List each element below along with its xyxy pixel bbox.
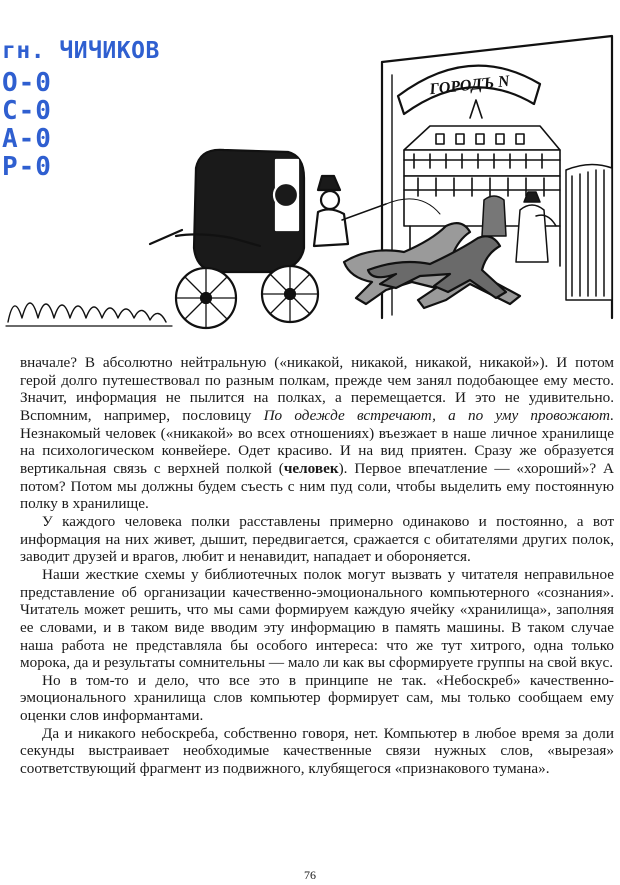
paragraph-3: Наши жесткие схемы у библиотечных полок могут вызвать у читателя неправильное представление об организации качественно-эмоционального компьютерного «сознания». Читатель может решить, что мы сами формируем каждую ячейку «хранилища», заполняя ее словами, и в таком виде вводим эту информацию в память машины. В таком случае наша работа не представляла бы особого интереса: что же тут хитрого, одна только морока, да и результаты сомнительны — мало ли как вы сформируете группы на свой вкус. (20, 565, 614, 672)
paragraph-1-part-e: ). Первое впечатление — «хороший»? А потом? Потом мы должны будем съесть с ним пуд соли, чтобы выделить ему постоянную полку в хранилище. (20, 459, 614, 513)
paragraph-1-part-c: Незнакомый человек («никакой» во всех отношениях) въезжает в наше личное хранилище на психологическом конвейере. Одет красиво. И на вид приятен. Сразу же образуется вертикальная связь с верхней полкой ( (20, 424, 614, 477)
keyword-chelovek: человек (283, 459, 339, 477)
note-title: гн. ЧИЧИКОВ (2, 38, 160, 64)
note-score-a: А-0 (2, 124, 52, 154)
chichikov-score-note (2, 40, 160, 180)
paragraph-4: Но в том-то и дело, что все это в принципе не так. «Небоскреб» качественно-эмоционального хранилища слов компьютер формирует сам, мы только сообщаем ему оценки слов информантами. (20, 671, 614, 725)
page-number: 76 (304, 868, 316, 882)
dust-trail (8, 303, 166, 322)
paragraph-1-part-a: вначале? В абсолютно нейтральную («никакой, никакой, никакой, никакой»). И потом герой долго путешествовал по разным полкам, прежде чем занял подобающее ему место. Значит, информация не пылится на полках, а перемещается. И это не удивительно. Вспомним, например, пословицу (20, 354, 614, 424)
paragraph-5: Да и никакого небоскреба, собственно говоря, нет. Компьютер в любое время за доли секунды выстраивает необходимые качественные связи нужных слов, «вырезая» соответствующий фрагмент из подвижного, клубящегося «признакового тумана». (20, 724, 614, 778)
gate (566, 164, 612, 300)
paragraph-1 (20, 354, 614, 513)
paragraph-2: У каждого человека полки расставлены примерно одинаково и постоянно, а вот информация на них живет, дышит, передвигается, сражается с обитателями других полок, заводит друзей и врагов, любит и ненавидит, нападает и обороняется. (20, 512, 614, 566)
body-text (20, 354, 614, 778)
note-score-s: С-0 (2, 96, 52, 126)
proverb: По одежде встречают, а по уму провожают. (263, 406, 615, 424)
note-score-o: О-0 (2, 68, 52, 98)
carriage (150, 150, 318, 328)
town-sign-text: ГОРОДЪ N (428, 72, 511, 99)
note-score-r: Р-0 (2, 152, 52, 182)
